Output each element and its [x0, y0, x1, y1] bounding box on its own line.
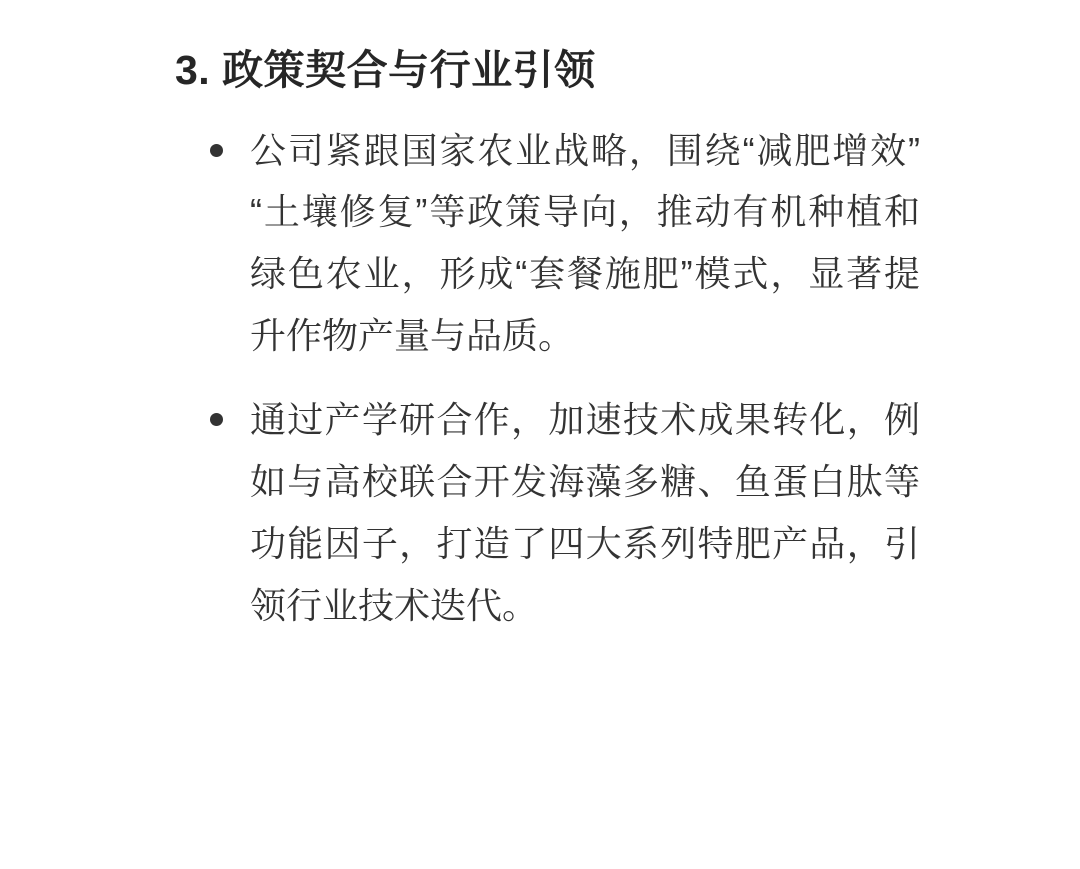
list-item-text: 通过产学研合作，加速技术成果转化，例如与高校联合开发海藻多糖、鱼蛋白肽等功能因子，打造了四大系列特肥产品，引领行业技术迭代。	[250, 399, 920, 626]
list-item-text: 公司紧跟国家农业战略，围绕“减肥增效”“土壤修复”等政策导向，推动有机种植和绿色农业，形成“套餐施肥”模式，显著提升作物产量与品质。	[250, 129, 920, 357]
bullet-dot-icon	[210, 144, 223, 157]
list-item	[60, 120, 1020, 368]
bullet-dot-icon	[210, 413, 223, 426]
bullet-list	[60, 120, 1020, 637]
page-title: 3. 政策契合与行业引领	[175, 47, 596, 93]
list-item	[60, 389, 1020, 637]
